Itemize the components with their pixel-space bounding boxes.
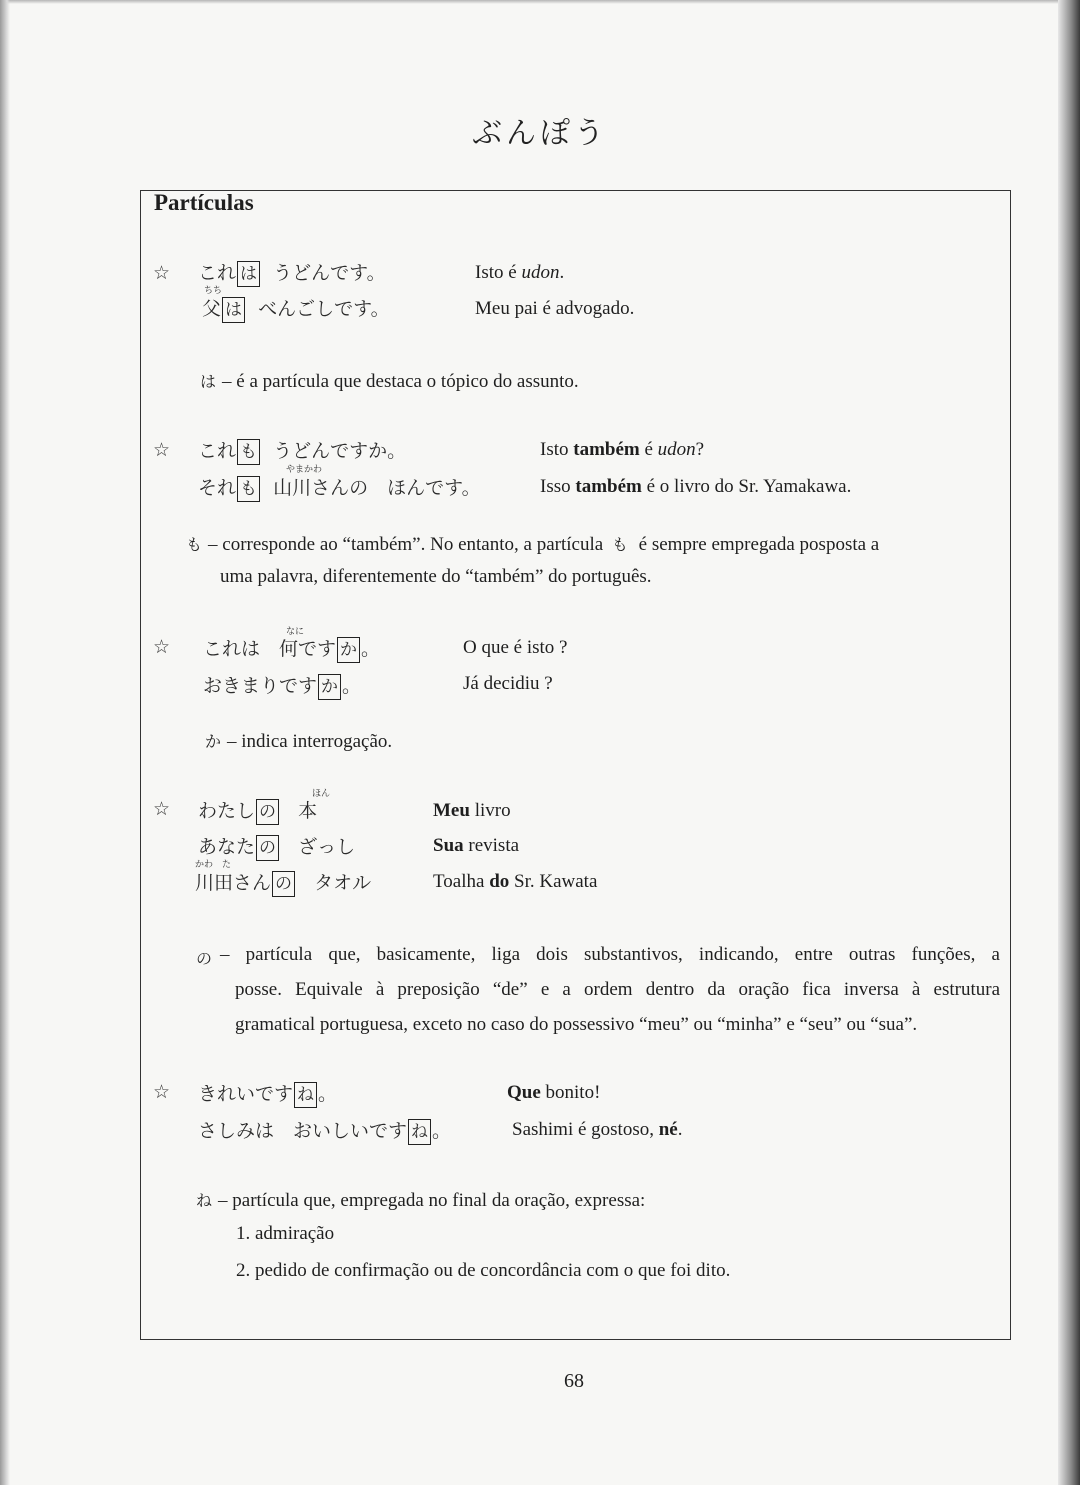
pt-bold: do [489, 871, 510, 892]
jp-text: あなた [198, 836, 256, 858]
particle-kana: ね [196, 1191, 213, 1210]
section-title: Partículas [154, 190, 254, 215]
jp-text: 山川さんの ほんです。 [273, 477, 481, 499]
pt-bold: também [575, 476, 642, 497]
example-jp-wa-1 [198, 258, 386, 287]
explanation-mo-line1 [186, 532, 879, 556]
pt-bold: né [658, 1119, 678, 1140]
example-jp-mo-2 [198, 473, 481, 502]
jp-text: 何です [279, 638, 337, 660]
particle-kana: も [186, 535, 203, 554]
explanation-ka [205, 729, 392, 753]
expl-text: – indica interrogação. [227, 731, 393, 752]
explanation-mo-line2: uma palavra, diferentemente do “também” do português. [220, 566, 652, 587]
star-icon: ☆ [153, 636, 171, 658]
furigana: なに [286, 627, 305, 637]
example-pt-ka-1: O que é isto ? [463, 637, 568, 658]
particle-box: か [337, 637, 360, 663]
expl-text: – corresponde ao “também”. No entanto, a partícula [208, 534, 608, 555]
example-jp-ne-2 [198, 1116, 451, 1145]
page-top-shadow [0, 0, 1080, 4]
example-jp-no-3 [195, 868, 371, 897]
example-jp-ka-1 [203, 634, 380, 663]
example-jp-wa-2 [202, 294, 390, 323]
jp-text: うどんですか。 [273, 440, 407, 462]
star-icon: ☆ [153, 439, 171, 461]
pt-bold: também [573, 439, 640, 460]
jp-text: べんごしです。 [258, 298, 390, 320]
particle-box: は [222, 297, 245, 323]
pt-text: Isso [540, 476, 576, 497]
expl-text: – é a partícula que destaca o tópico do assunto. [222, 371, 579, 392]
particle-kana: も [611, 535, 628, 554]
particle-kana: は [200, 372, 217, 391]
page-title: ぶんぽう [472, 116, 608, 151]
particle-box: ね [294, 1082, 317, 1108]
example-pt-ne-2 [512, 1119, 682, 1141]
jp-text: きれいです [198, 1083, 294, 1105]
explanation-wa [200, 369, 579, 393]
explanation-no-line2: posse. Equivale à preposição “de” e a ordem dentro da oração fica inversa à estrutura [235, 979, 1000, 1000]
page-left-shadow [0, 0, 10, 1485]
explanation-no-line3: gramatical portuguesa, exceto no caso do possessivo “meu” ou “minha” e “seu” ou “sua”. [235, 1014, 918, 1035]
jp-text: 父 [202, 298, 222, 320]
particle-kana: の [196, 949, 213, 968]
jp-text: 本 [298, 800, 318, 822]
pt-text: é o livro do Sr. Yamakawa. [641, 476, 852, 497]
jp-text: さしみは おいしいです [198, 1120, 408, 1142]
jp-text: 川田さん [195, 872, 272, 894]
example-pt-mo-1 [540, 439, 704, 461]
jp-text: 。 [432, 1120, 452, 1142]
star-icon: ☆ [153, 1081, 171, 1103]
jp-text: 。 [318, 1083, 338, 1105]
pt-text: revista [463, 835, 520, 856]
jp-text: 。 [361, 638, 381, 660]
pt-text: bonito! [540, 1082, 601, 1103]
expl-text: é sempre empregada posposta a [633, 534, 880, 555]
example-pt-no-1 [433, 800, 511, 822]
example-pt-ne-1 [507, 1082, 600, 1104]
example-pt-no-3 [433, 871, 597, 893]
particle-box: は [237, 261, 260, 287]
jp-text: わたし [198, 800, 256, 822]
pt-text: Isto é [475, 262, 522, 283]
jp-text: これ [198, 262, 237, 284]
furigana: ほん [312, 789, 331, 799]
pt-text: ? [695, 439, 705, 460]
pt-text: Toalha [433, 871, 490, 892]
star-icon: ☆ [153, 262, 171, 284]
star-icon: ☆ [153, 798, 171, 820]
pt-bold: Que [507, 1082, 541, 1103]
expl-text: – partícula que, empregada no final da oração, expressa: [218, 1190, 646, 1211]
pt-text: Isto [540, 439, 574, 460]
particle-box: ね [408, 1119, 431, 1145]
particle-box: か [318, 674, 341, 700]
jp-text: 。 [342, 675, 362, 697]
pt-bold: Sua [433, 835, 464, 856]
particle-kana: か [205, 732, 222, 751]
pt-text: livro [469, 800, 511, 821]
explanation-ne-item1: 1. admiração [236, 1223, 335, 1244]
jp-text: これは [203, 638, 280, 660]
particle-box: の [272, 871, 295, 897]
jp-text: うどんです。 [273, 262, 386, 284]
pt-bold: Meu [433, 800, 470, 821]
furigana: やまかわ [286, 465, 323, 475]
example-pt-wa-1 [475, 262, 564, 284]
particle-box: も [237, 476, 260, 502]
example-jp-mo-1 [198, 436, 406, 465]
pt-text: . [559, 262, 565, 283]
furigana: ちち [204, 286, 223, 296]
pt-text: . [677, 1119, 683, 1140]
pt-emphasis: udon [657, 439, 696, 460]
explanation-ne-item2: 2. pedido de confirmação ou de concordância com o que foi dito. [236, 1260, 731, 1281]
example-jp-no-1 [198, 796, 317, 825]
example-pt-no-2 [433, 835, 519, 857]
jp-text: ざっし [298, 836, 356, 858]
jp-text: それ [198, 477, 237, 499]
jp-text: おきまりです [203, 675, 318, 697]
pt-emphasis: udon [521, 262, 560, 283]
furigana: かわ た [195, 860, 232, 870]
pt-text: Sr. Kawata [509, 871, 598, 892]
page-number: 68 [564, 1370, 584, 1392]
example-jp-ka-2 [203, 671, 361, 700]
explanation-no-line1: – partícula que, basicamente, liga dois substantivos, indicando, entre outras funções, a [220, 944, 1000, 965]
content-frame [140, 190, 1011, 1340]
pt-text: é [639, 439, 658, 460]
example-pt-ka-2: Já decidiu ? [463, 673, 553, 694]
page-binding-edge [1058, 0, 1080, 1485]
example-jp-ne-1 [198, 1079, 337, 1108]
particle-box: も [237, 439, 260, 465]
example-pt-mo-2 [540, 476, 851, 498]
explanation-ne [196, 1188, 645, 1212]
example-pt-wa-2: Meu pai é advogado. [475, 298, 635, 319]
particle-box: の [256, 799, 279, 825]
particle-box: の [256, 835, 279, 861]
jp-text: これ [198, 440, 237, 462]
jp-text: タオル [314, 872, 372, 894]
pt-text: Sashimi é gostoso, [512, 1119, 659, 1140]
